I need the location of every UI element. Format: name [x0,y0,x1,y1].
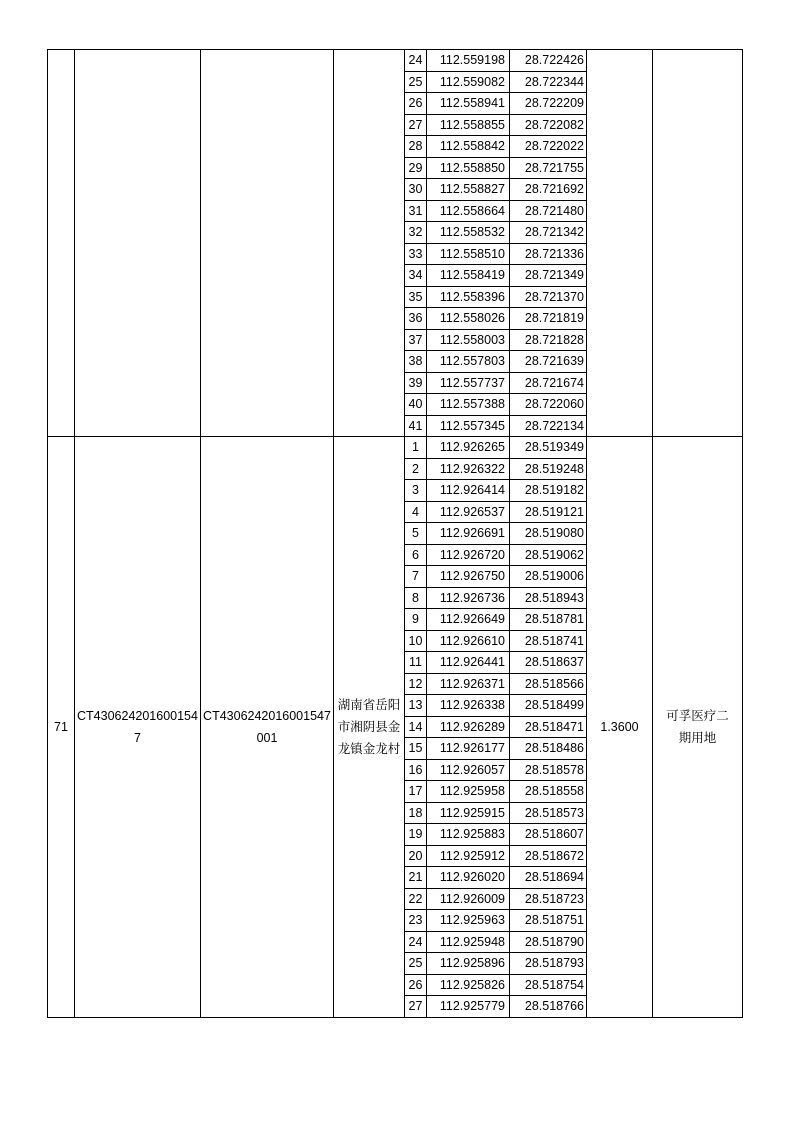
area-cell: 1.3600 [587,437,653,1018]
latitude-cell: 28.519006 [510,566,587,588]
point-number-cell: 35 [405,286,427,308]
latitude-cell: 28.722209 [510,93,587,115]
longitude-cell: 112.926289 [427,716,510,738]
point-number-cell: 15 [405,738,427,760]
coordinate-table [47,49,743,1018]
latitude-cell: 28.721349 [510,265,587,287]
latitude-cell: 28.721639 [510,351,587,373]
point-number-cell: 12 [405,673,427,695]
longitude-cell: 112.925963 [427,910,510,932]
table-body [48,50,743,1018]
longitude-cell: 112.558026 [427,308,510,330]
longitude-cell: 112.925912 [427,845,510,867]
point-number-cell: 30 [405,179,427,201]
point-number-cell: 7 [405,566,427,588]
latitude-cell: 28.721342 [510,222,587,244]
longitude-cell: 112.925896 [427,953,510,975]
latitude-cell: 28.518578 [510,759,587,781]
point-number-cell: 10 [405,630,427,652]
longitude-cell: 112.557345 [427,415,510,437]
longitude-cell: 112.926750 [427,566,510,588]
latitude-cell: 28.519080 [510,523,587,545]
latitude-cell: 28.721370 [510,286,587,308]
longitude-cell: 112.925915 [427,802,510,824]
longitude-cell: 112.926338 [427,695,510,717]
point-number-cell: 24 [405,931,427,953]
table-row [48,50,743,72]
latitude-cell: 28.721819 [510,308,587,330]
latitude-cell: 28.519248 [510,458,587,480]
point-number-cell: 1 [405,437,427,459]
point-number-cell: 20 [405,845,427,867]
longitude-cell: 112.926691 [427,523,510,545]
latitude-cell: 28.721755 [510,157,587,179]
longitude-cell: 112.925883 [427,824,510,846]
longitude-cell: 112.925826 [427,974,510,996]
point-number-cell: 32 [405,222,427,244]
longitude-cell: 112.926057 [427,759,510,781]
latitude-cell: 28.721480 [510,200,587,222]
sequence-cell [48,50,75,437]
point-number-cell: 37 [405,329,427,351]
longitude-cell: 112.925779 [427,996,510,1018]
latitude-cell: 28.721828 [510,329,587,351]
longitude-cell: 112.925958 [427,781,510,803]
longitude-cell: 112.926414 [427,480,510,502]
latitude-cell: 28.518741 [510,630,587,652]
latitude-cell: 28.519349 [510,437,587,459]
longitude-cell: 112.926177 [427,738,510,760]
point-number-cell: 6 [405,544,427,566]
latitude-cell: 28.518694 [510,867,587,889]
longitude-cell: 112.558510 [427,243,510,265]
latitude-cell: 28.722082 [510,114,587,136]
longitude-cell: 112.925948 [427,931,510,953]
latitude-cell: 28.722344 [510,71,587,93]
longitude-cell: 112.559082 [427,71,510,93]
longitude-cell: 112.559198 [427,50,510,72]
latitude-cell: 28.518486 [510,738,587,760]
longitude-cell: 112.557388 [427,394,510,416]
longitude-cell: 112.558850 [427,157,510,179]
point-number-cell: 34 [405,265,427,287]
point-number-cell: 25 [405,71,427,93]
point-number-cell: 33 [405,243,427,265]
longitude-cell: 112.926009 [427,888,510,910]
longitude-cell: 112.558855 [427,114,510,136]
point-number-cell: 41 [405,415,427,437]
land-use-cell [653,50,743,437]
latitude-cell: 28.518499 [510,695,587,717]
point-number-cell: 9 [405,609,427,631]
latitude-cell: 28.518766 [510,996,587,1018]
point-number-cell: 5 [405,523,427,545]
longitude-cell: 112.926441 [427,652,510,674]
point-number-cell: 36 [405,308,427,330]
point-number-cell: 16 [405,759,427,781]
latitude-cell: 28.722426 [510,50,587,72]
latitude-cell: 28.518790 [510,931,587,953]
latitude-cell: 28.518566 [510,673,587,695]
latitude-cell: 28.518471 [510,716,587,738]
point-number-cell: 8 [405,587,427,609]
latitude-cell: 28.519121 [510,501,587,523]
point-number-cell: 27 [405,114,427,136]
longitude-cell: 112.557803 [427,351,510,373]
point-number-cell: 29 [405,157,427,179]
point-number-cell: 38 [405,351,427,373]
longitude-cell: 112.558664 [427,200,510,222]
longitude-cell: 112.926537 [427,501,510,523]
longitude-cell: 112.926020 [427,867,510,889]
latitude-cell: 28.518672 [510,845,587,867]
latitude-cell: 28.518558 [510,781,587,803]
longitude-cell: 112.926371 [427,673,510,695]
longitude-cell: 112.558532 [427,222,510,244]
area-cell [587,50,653,437]
point-number-cell: 24 [405,50,427,72]
point-number-cell: 17 [405,781,427,803]
parcel-id-cell: CT4306242016001547 [75,437,201,1018]
latitude-cell: 28.722022 [510,136,587,158]
latitude-cell: 28.518793 [510,953,587,975]
point-number-cell: 11 [405,652,427,674]
latitude-cell: 28.518751 [510,910,587,932]
latitude-cell: 28.721692 [510,179,587,201]
longitude-cell: 112.558419 [427,265,510,287]
point-number-cell: 3 [405,480,427,502]
longitude-cell: 112.558003 [427,329,510,351]
point-number-cell: 22 [405,888,427,910]
latitude-cell: 28.519182 [510,480,587,502]
point-number-cell: 4 [405,501,427,523]
point-number-cell: 21 [405,867,427,889]
latitude-cell: 28.721336 [510,243,587,265]
longitude-cell: 112.926610 [427,630,510,652]
longitude-cell: 112.558941 [427,93,510,115]
point-number-cell: 26 [405,974,427,996]
sequence-cell: 71 [48,437,75,1018]
item-id-cell: CT4306242016001547001 [201,437,334,1018]
point-number-cell: 18 [405,802,427,824]
longitude-cell: 112.926736 [427,587,510,609]
point-number-cell: 14 [405,716,427,738]
location-cell: 湖南省岳阳市湘阴县金龙镇金龙村 [334,437,405,1018]
point-number-cell: 25 [405,953,427,975]
point-number-cell: 13 [405,695,427,717]
point-number-cell: 39 [405,372,427,394]
location-cell [334,50,405,437]
longitude-cell: 112.926649 [427,609,510,631]
latitude-cell: 28.518781 [510,609,587,631]
latitude-cell: 28.518943 [510,587,587,609]
latitude-cell: 28.518637 [510,652,587,674]
longitude-cell: 112.557737 [427,372,510,394]
point-number-cell: 28 [405,136,427,158]
latitude-cell: 28.518723 [510,888,587,910]
point-number-cell: 23 [405,910,427,932]
point-number-cell: 19 [405,824,427,846]
longitude-cell: 112.558827 [427,179,510,201]
longitude-cell: 112.926322 [427,458,510,480]
point-number-cell: 40 [405,394,427,416]
point-number-cell: 26 [405,93,427,115]
longitude-cell: 112.558396 [427,286,510,308]
longitude-cell: 112.926720 [427,544,510,566]
item-id-cell [201,50,334,437]
latitude-cell: 28.519062 [510,544,587,566]
latitude-cell: 28.518754 [510,974,587,996]
parcel-id-cell [75,50,201,437]
longitude-cell: 112.926265 [427,437,510,459]
latitude-cell: 28.722060 [510,394,587,416]
table-row [48,437,743,459]
point-number-cell: 2 [405,458,427,480]
point-number-cell: 31 [405,200,427,222]
latitude-cell: 28.518573 [510,802,587,824]
latitude-cell: 28.518607 [510,824,587,846]
point-number-cell: 27 [405,996,427,1018]
latitude-cell: 28.721674 [510,372,587,394]
land-use-cell: 可孚医疗二期用地 [653,437,743,1018]
latitude-cell: 28.722134 [510,415,587,437]
longitude-cell: 112.558842 [427,136,510,158]
